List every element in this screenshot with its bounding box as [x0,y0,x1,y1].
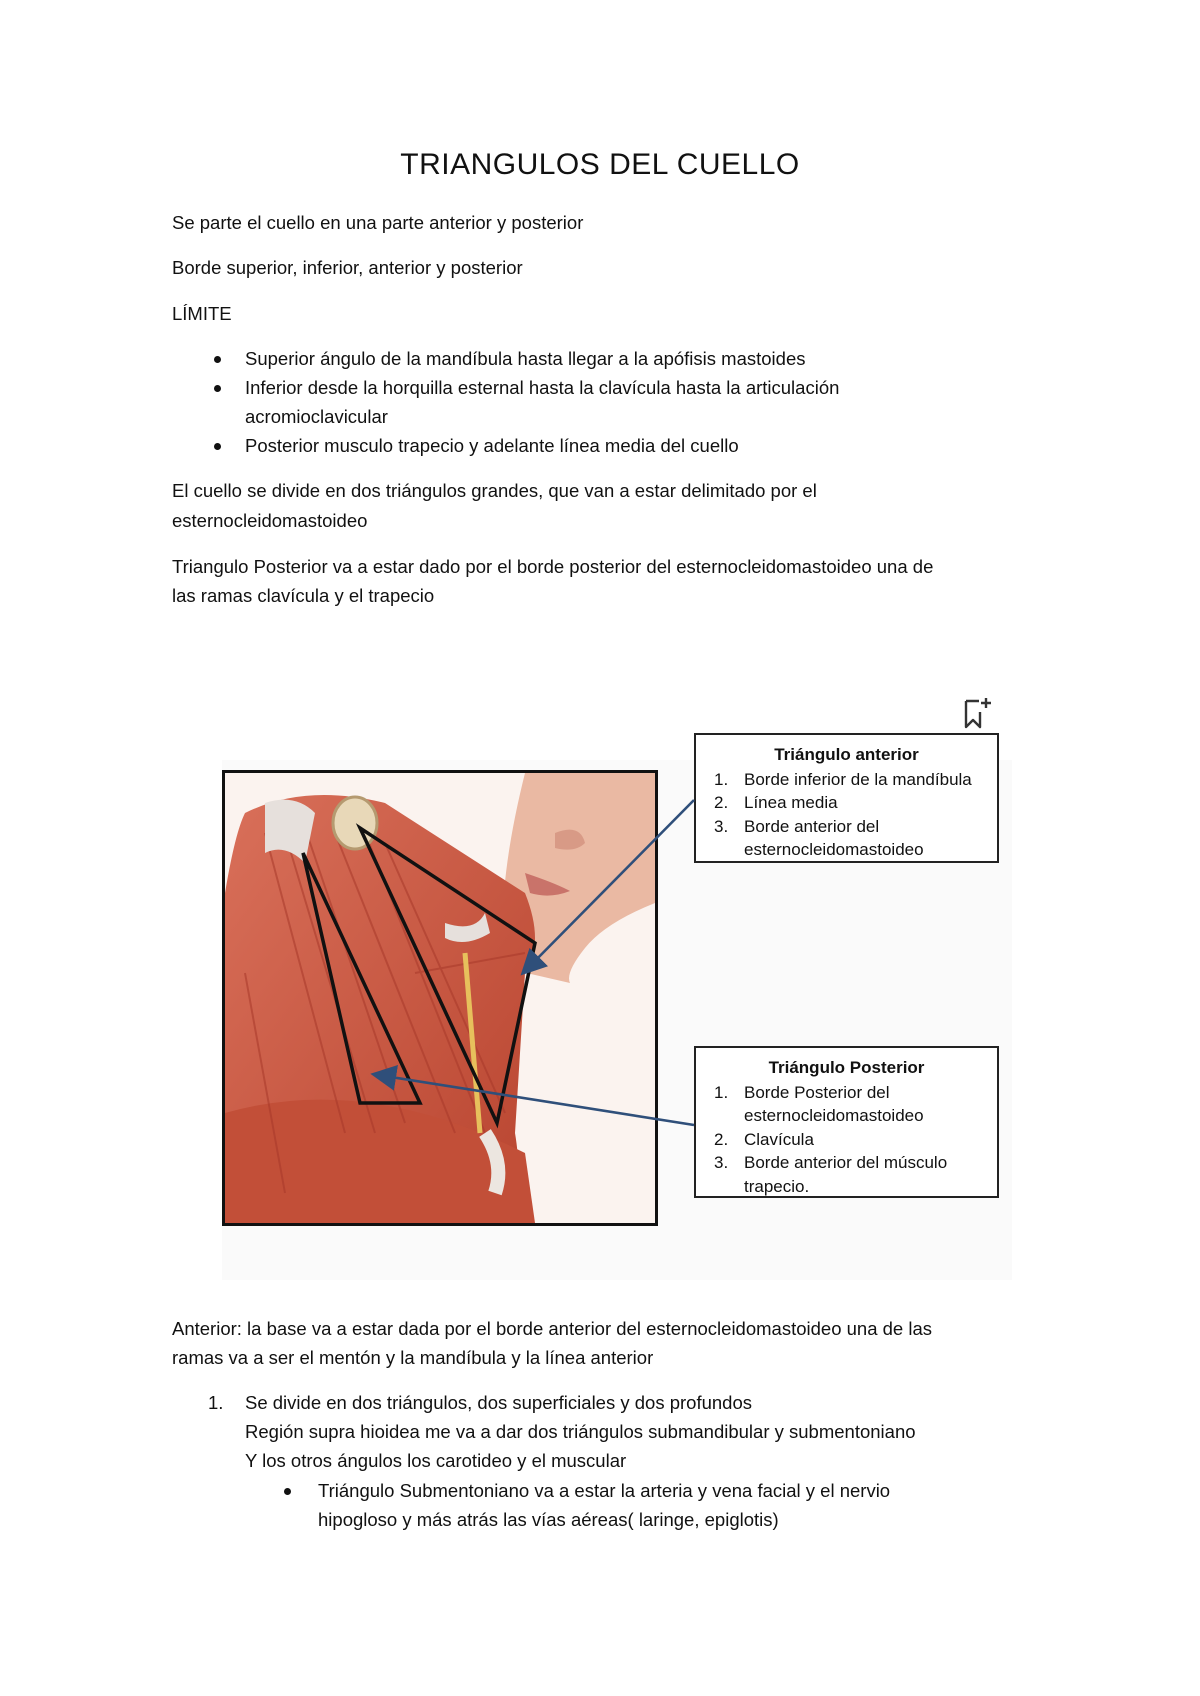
callout-item: 2. Línea media [714,793,838,812]
limit-item: Inferior desde la horquilla esternal hasta la clavícula hasta la articulación [245,377,840,398]
anterior-arrow [526,800,694,970]
callout-item: 1. Borde Posterior del esternocleidomastoideo [714,1082,924,1125]
limit-heading: LÍMITE [172,303,232,324]
posterior-paragraph-line-1: Triangulo Posterior va a estar dado por el borde posterior del esternocleidomastoideo una de [172,556,934,577]
callout-item: 2. Clavícula [714,1129,814,1149]
page-title: TRIANGULOS DEL CUELLO [400,148,800,181]
posterior-arrow [378,1075,694,1125]
sub-item-line: hipogloso y más atrás las vías aéreas( laringe, epiglotis) [318,1509,779,1530]
callout-item: 3. Borde anterior del músculo trapecio. [714,1153,948,1196]
sub-item-line: Triángulo Submentoniano va a estar la arteria y vena facial y el nervio [318,1480,891,1501]
list-item-line: Región supra hioidea me va a dar dos triángulos submandibular y submentoniano [245,1421,916,1442]
callout-item: 3. Borde anterior del esternocleidomastoideo [714,816,924,859]
limit-item: Posterior musculo trapecio y adelante línea media del cuello [245,435,739,456]
divide-paragraph-line-2: esternocleidomastoideo [172,510,368,531]
callout-item: 1. Borde inferior de la mandíbula [714,769,972,789]
anterior-paragraph-line-2: ramas va a ser el mentón y la mandíbula y la línea anterior [172,1347,654,1368]
list-item-line: Se divide en dos triángulos, dos superficiales y dos profundos [245,1392,752,1413]
posterior-paragraph-line-2: las ramas clavícula y el trapecio [172,585,435,606]
intro-line-1: Se parte el cuello en una parte anterior y posterior [172,212,584,233]
intro-line-2: Borde superior, inferior, anterior y posterior [172,257,523,278]
limit-item-cont: acromioclavicular [245,406,388,427]
callout-title: Triángulo Posterior [768,1058,925,1077]
list-number: 1. [208,1392,224,1413]
list-item-line: Y los otros ángulos los carotideo y el muscular [245,1450,627,1471]
callout-title: Triángulo anterior [774,745,919,764]
bullet-dot [284,1488,291,1495]
anterior-paragraph-line-1: Anterior: la base va a estar dada por el borde anterior del esternocleidomastoideo una de las [172,1318,932,1339]
limit-item: Superior ángulo de la mandíbula hasta llegar a la apófisis mastoides [245,348,806,369]
divide-paragraph-line-1: El cuello se divide en dos triángulos grandes, que van a estar delimitado por el [172,480,817,501]
